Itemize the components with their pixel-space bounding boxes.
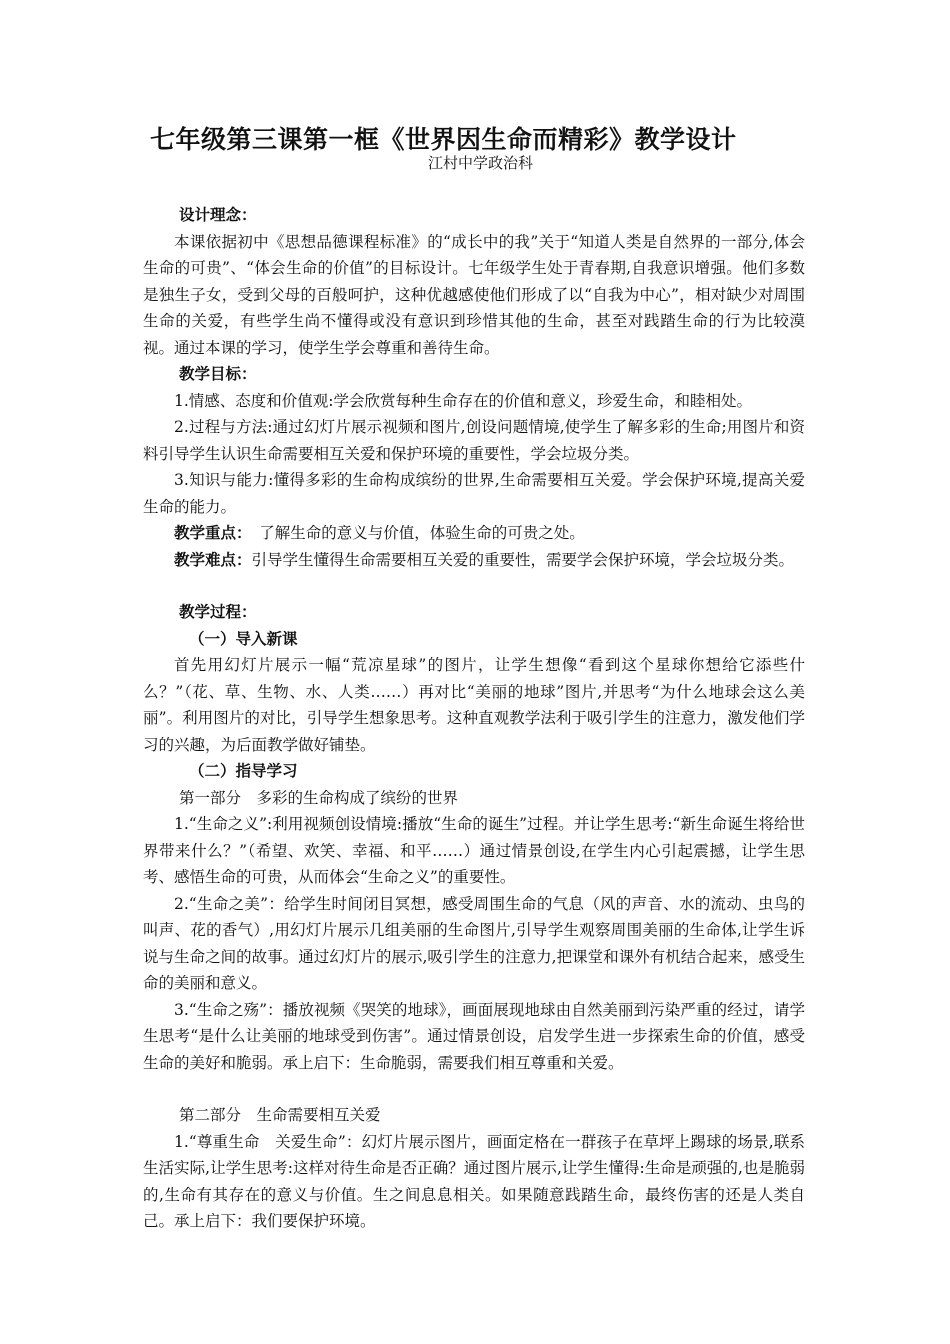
part2-heading: 第二部分 生命需要相互关爱 [179,1106,381,1124]
key-point-paragraph [143,520,805,547]
concept-heading: 设计理念： [179,205,257,224]
part1-item: 1.“生命之义”:利用视频创设情境:播放“生命的诞生”过程。并让学生思考:“新生命诞生将给世界带来什么？”（希望、欢笑、幸福、和平……）通过情景创设,在学生内心引起震撼，让学生思考、感悟生命的可贵，从而体会“生命之义”的重要性。 [143,815,805,886]
key-point-text: 了解生命的意义与价值，体验生命的可贵之处。 [243,524,585,542]
difficulty-label: 教学难点： [174,549,252,569]
difficulty-paragraph [143,547,805,574]
spacer [143,573,805,599]
goal-item: 1.情感、态度和价值观:学会欣赏每种生命存在的价值和意义，珍爱生命，和睦相处。 [174,391,753,410]
part2-item: 1.“尊重生命 关爱生命”：幻灯片展示图片，画面定格在一群孩子在草坪上踢球的场景,联系生活实际,让学生思考:这样对待生命是否正确？通过图片展示,让学生懂得:生命是顽强的,也是脆弱的,生命有其存在的意义与价值。生之间息息相关。如果随意践踏生命，最终伤害的还是人类自己。承上启下：我们要保护环境。 [143,1132,805,1230]
part1-item: 3.“生命之殇”：播放视频《哭笑的地球》，画面展现地球由自然美丽到污染严重的经过，请学生思考“是什么让美丽的地球受到伤害”。通过情景创设，启发学生进一步探索生命的价值，感受生命的美好和脆弱。承上启下：生命脆弱，需要我们相互尊重和关爱。 [143,1000,805,1072]
step1-paragraph: 首先用幻灯片展示一幅“荒凉星球”的图片，让学生想像“看到这个星球你想给它添些什么？”（花、草、生物、水、人类……）再对比“美丽的地球”图片,并思考“为什么地球会这么美丽”。利用图片的对比，引导学生想象思考。这种直观教学法利于吸引学生的注意力，激发他们学习的兴趣，为后面教学做好铺垫。 [143,656,805,754]
process-heading: 教学过程： [179,602,257,621]
spacer [143,1076,805,1102]
difficulty-text: 引导学生懂得生命需要相互关爱的重要性，需要学会保护环境，学会垃圾分类。 [251,550,795,569]
step2-heading: （二）指导学习 [189,761,298,780]
goal-item: 3.知识与能力:懂得多彩的生命构成缤纷的世界,生命需要相互关爱。学会保护环境,提高关爱生命的能力。 [143,471,805,516]
document-title: 七年级第三课第一框《世界因生命而精彩》教学设计 [150,125,737,154]
part1-item: 2.“生命之美”：给学生时间闭目冥想，感受周围生命的气息（风的声音、水的流动、虫鸟的叫声、花的香气）,用幻灯片展示几组美丽的生命图片,引导学生观察周围美丽的生命体,让学生诉说与生命之间的故事。通过幻灯片的展示,吸引学生的注意力,把课堂和课外有机结合起来，感受生命的美丽和意义。 [143,894,805,992]
key-point-label: 教学重点： [174,523,244,542]
document-body [143,202,805,1235]
goals-heading: 教学目标： [179,364,257,383]
part1-heading: 第一部分 多彩的生命构成了缤纷的世界 [179,788,459,807]
step1-heading: （一）导入新课 [189,628,298,648]
concept-paragraph: 本课依据初中《思想品德课程标准》的“成长中的我”关于“知道人类是自然界的一部分,体会生命的可贵”、“体会生命的价值”的目标设计。七年级学生处于青春期,自我意识增强。他们多数是独生子女，受到父母的百般呵护，这种优越感使他们形成了以“自我为中心”，相对缺少对周围生命的关爱，有些学生尚不懂得或没有意识到珍惜其他的生命，甚至对践踏生命的行为比较漠视。通过本课的学习，使学生学会尊重和善待生命。 [143,232,805,357]
document-author: 江村中学政治科 [428,154,534,172]
goal-item: 2.过程与方法:通过幻灯片展示视频和图片,创设问题情境,使学生了解多彩的生命;用图片和资料引导学生认识生命需要相互关爱和保护环境的重要性，学会垃圾分类。 [143,418,805,463]
